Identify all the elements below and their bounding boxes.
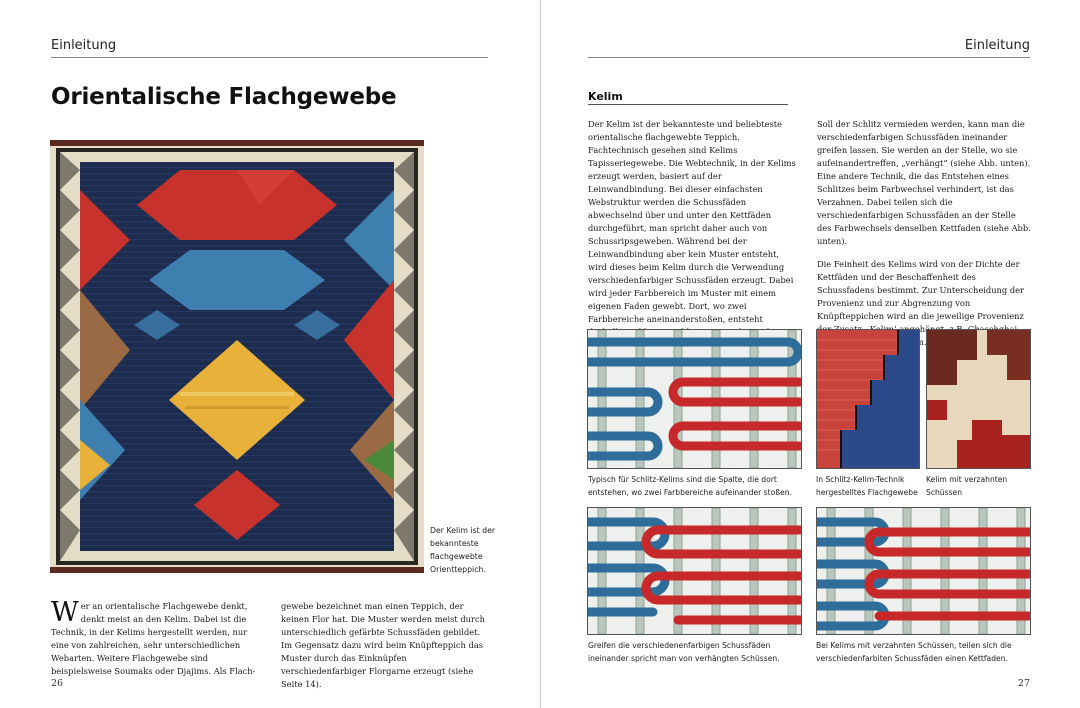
section-title: Kelim	[588, 90, 623, 103]
running-head: Einleitung	[964, 38, 1030, 53]
dovetailed-weave-diagram	[816, 507, 1031, 635]
dovetailed-kelim-photo	[926, 329, 1031, 469]
page-number: 27	[1017, 678, 1030, 689]
body-column-1	[51, 597, 263, 678]
paragraph: Die Feinheit des Kelims wird von der Dichte der Kettfäden und der Beschaffenheit des Schussfadens bestimmt. Zur Unterscheidung der Provenienz und zur Abgrenzung von Knüpfteppichen wird an die jeweilige Provenienz angehängt,	[817, 259, 1025, 334]
image-caption: Der Kelim ist der bekannteste flachgewebte Orientteppich.	[430, 526, 496, 574]
kelim-rug-image	[50, 140, 424, 573]
body-column-1: Der Kelim ist der bekannteste und beliebteste orientalische flachgewebte Teppich. Fachtechnisch gesehen sind Kelims Tapisseriegewebe. Die Webtechnik, in der Kelims erzeugt werden, basiert auf der Leinwandbindung. Bei dieser einfachsten Webstruktur werden die Schussfäden abwechselnd über und unter den Kettfäden durchgeführt, man spricht daher auch von Schussripsgeweben. Während bei der Leinwandbindung aber kein Muster entsteht, wird dieses beim Kelim durch die Verwendung verschiedenfarbiger Schussfäden erzeugt. Dabei wird jeder Farbbereich im Muster mit einem eigenen Faden gewebt. Dort, wo zwei Farbbereiche aneinanderstoßen, entsteht	[588, 119, 796, 324]
figure-caption: Typisch für Schlitz-Kelims sind die Spalte, die dort entstehen, wo zwei Farbbereiche aufeinander stoßen.	[588, 475, 792, 497]
section-rule	[588, 104, 788, 105]
page-title: Orientalische Flachgewebe	[51, 84, 397, 110]
right-page	[541, 0, 1080, 708]
figure-caption: Kelim mit verzahnten Schüssen	[926, 475, 1008, 497]
body-column-2: gewebe bezeichnet man einen Teppich, der keinen Flor hat. Die Muster werden meist durch unterschiedlich gefärbte Schussfäden gebildet. Im Gegensatz dazu wird beim Knüpfteppich das Muster durch das Einknüpfen verschiedenfarbiger Florgarne erzeugt (siehe Seite 14).	[281, 601, 485, 689]
header-rule	[51, 57, 488, 58]
figure-caption: In Schlitz-Kelim-Technik hergestelltes Flachgewebe	[816, 475, 918, 497]
header-rule	[588, 57, 1030, 58]
paragraph: Soll der Schlitz vermieden werden, kann man die verschiedenfarbigen Schussfäden ineinander greifen lassen. Sie werden an der Stelle, wo sie aufeinandertreffen, „verhängt“ (siehe Abb. unten). Eine andere Technik, die das Entstehen eines Schlitzes beim Farbwechsel verhindert, ist das Verzahnen. Dabei teilen sich die verschiedenfarbigen Schussfäden an der Stelle des Farbwechsels denselben Kettfaden (siehe Abb. unten).	[817, 119, 1031, 246]
page-number: 26	[51, 678, 64, 689]
body-column-2	[817, 118, 1032, 359]
figure-caption: Bei Kelims mit verzahnten Schüssen, teilen sich die verschiedenfarbiten Schussfäden einen Kettfaden.	[816, 641, 1012, 663]
interlocked-weave-diagram	[587, 507, 802, 635]
running-head: Einleitung	[51, 38, 117, 53]
body-text: er an orientalische Flachgewebe denkt, denkt meist an den Kelim. Dabei ist die Technik, in der Kelims hergestellt werden, nur eine von zahlreichen, sehr unterschiedlichen Webarten. Weitere Flachgewebe sind beispielsweise Soumaks oder Djajims. Als Flach-	[51, 601, 256, 676]
slit-weave-diagram	[587, 329, 802, 469]
figure-caption: Greifen die verschiedenenfarbigen Schussfäden ineinander spricht man von verhängten Schüssen.	[588, 641, 780, 663]
slit-kelim-photo	[816, 329, 920, 469]
drop-cap: W	[51, 597, 79, 628]
